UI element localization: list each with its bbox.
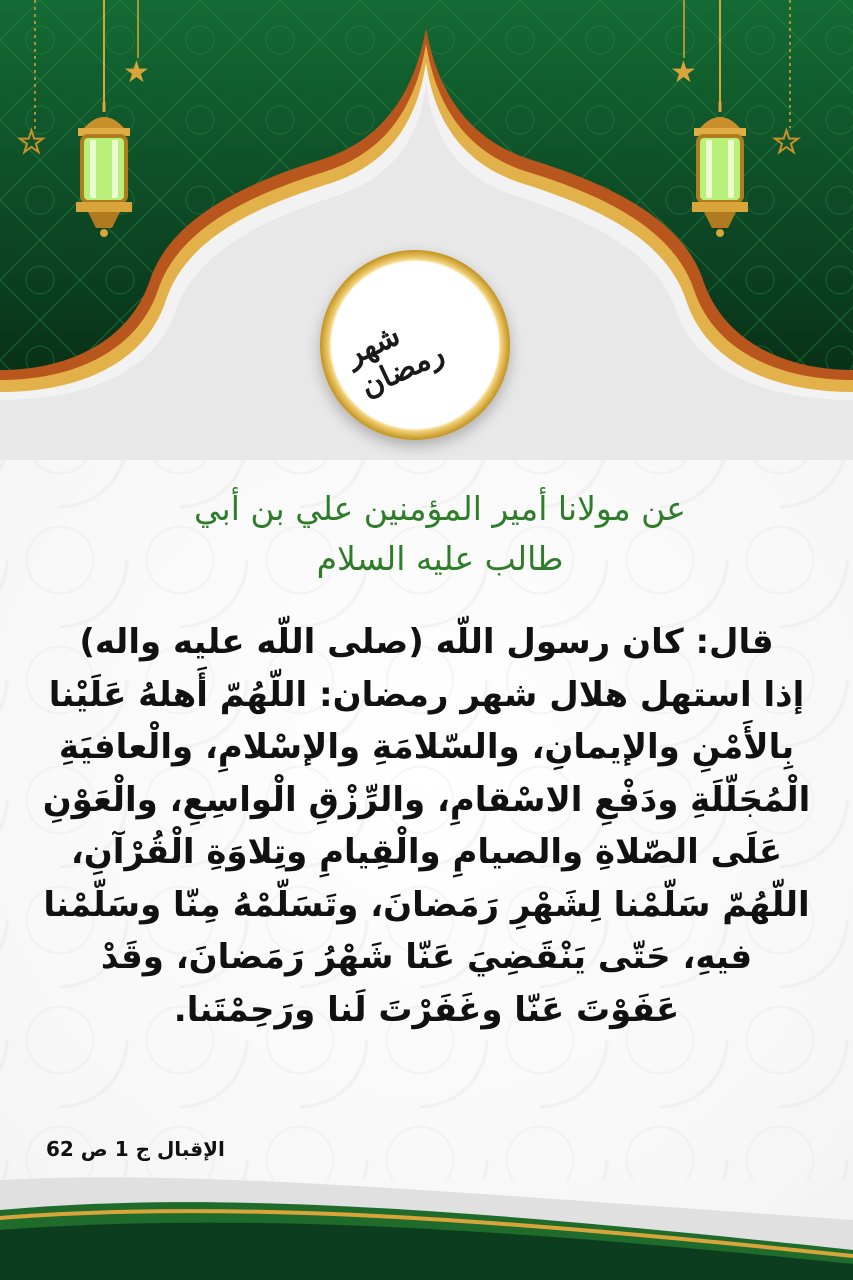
emblem-center xyxy=(340,279,481,411)
emblem-calligraphy: شهر رمضان xyxy=(340,317,450,405)
bottom-wave xyxy=(0,1160,853,1280)
ramadan-emblem xyxy=(320,250,510,440)
lantern-icon xyxy=(686,100,754,240)
star-icon: ★ xyxy=(18,125,45,160)
lantern-icon xyxy=(70,100,138,240)
text-line: قال: كان رسول اللّه (صلى اللّه عليه واله) xyxy=(79,622,774,662)
supplication-text xyxy=(40,616,813,1036)
text-line: فيهِ، حَتّى يَنْقَضِيَ عَنّا شَهْرُ رَمَضانَ، وقَدْ xyxy=(100,937,753,977)
text-line: بِالأَمْنِ والإيمانِ، والسّلامَةِ والإسْلامِ، والْعافيَةِ xyxy=(58,727,795,767)
text-line: عَلَى الصّلاةِ والصيامِ والْقِيامِ وتِلاوَةِ الْقُرْآنِ، xyxy=(70,832,783,872)
text-line: إذا استهل هلال شهر رمضان: اللّهُمّ أَهلهُ عَلَيْنا xyxy=(48,674,805,715)
text-line: الْمُجَلّلَةِ ودَفْعِ الاسْقامِ، والرِّزْقِ الْواسِعِ، والْعَوْنِ xyxy=(42,779,811,820)
star-icon: ★ xyxy=(123,55,150,90)
star-icon: ★ xyxy=(773,125,800,160)
heading-line-2: طالب عليه السلام xyxy=(316,539,564,578)
star-icon: ★ xyxy=(670,55,697,90)
text-line: عَفَوْتَ عَنّا وغَفَرْتَ لَنا ورَحِمْتَنا. xyxy=(173,989,680,1030)
text-line: اللّهُمّ سَلّمْنا لِشَهْرِ رَمَضانَ، وتَسَلّمْهُ مِنّا وسَلّمْنا xyxy=(43,884,810,925)
heading-line-1: عن مولانا أمير المؤمنين علي بن أبي xyxy=(194,489,686,528)
source-citation: الإقبال ج 1 ص 62 xyxy=(46,1137,225,1161)
